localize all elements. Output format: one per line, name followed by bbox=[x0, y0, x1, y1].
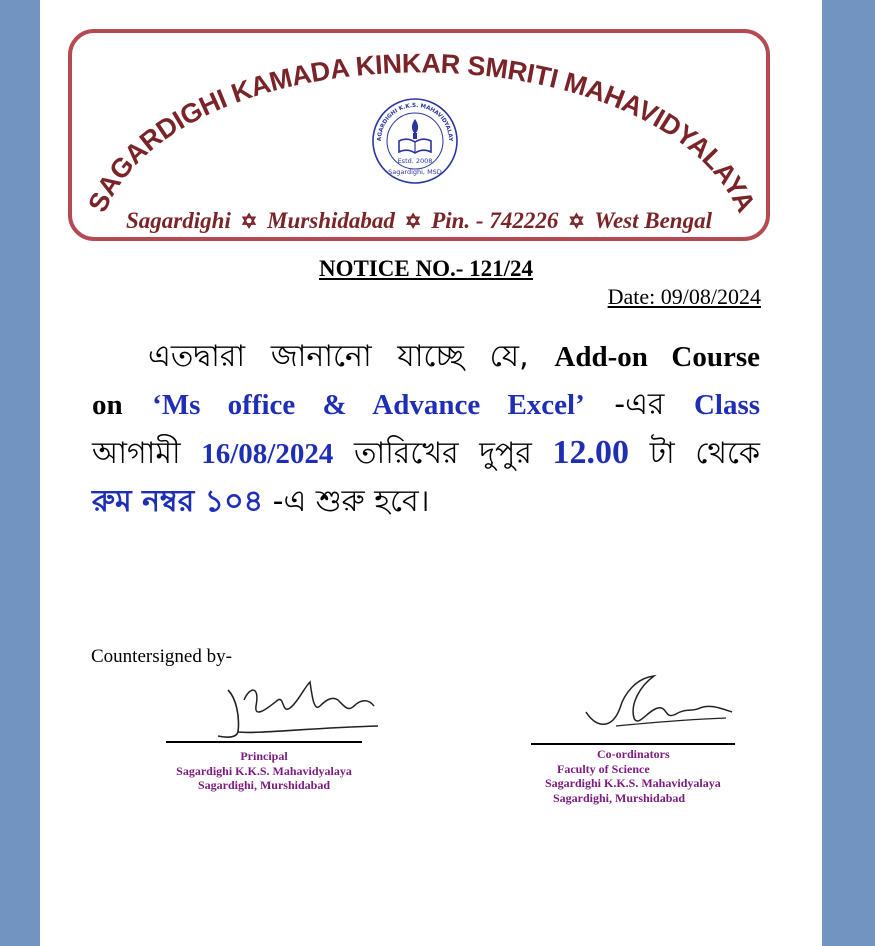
class-date: 16/08/2024 bbox=[201, 438, 334, 470]
address-state: West Bengal bbox=[594, 208, 712, 233]
college-seal bbox=[369, 97, 461, 185]
coordinator-signature-line bbox=[531, 743, 735, 745]
notice-page bbox=[40, 0, 822, 946]
coordinator-block bbox=[545, 747, 721, 805]
coordinator-title: Co-ordinators bbox=[597, 747, 670, 761]
svg-text:SAGARDIGHI K.K.S. MAHAVIDYALAY bbox=[369, 97, 453, 143]
address-pin: Pin. - 742226 bbox=[431, 208, 559, 233]
course-name: ‘Ms office & Advance Excel’ bbox=[152, 389, 585, 421]
principal-block bbox=[166, 749, 362, 793]
body-er-bn: -এর bbox=[614, 387, 665, 422]
principal-college: Sagardighi K.K.S. Mahavidyalaya bbox=[176, 763, 352, 778]
principal-signature-icon bbox=[198, 676, 388, 742]
college-name: SAGARDIGHI KAMADA KINKAR SMRITI MAHAVIDYALAYA bbox=[82, 48, 762, 217]
seal-ring-text: AGARDIGHI K.K.S. MAHAVIDYALAY bbox=[376, 102, 454, 142]
college-address bbox=[70, 208, 768, 234]
principal-location: Sagardighi, Murshidabad bbox=[197, 778, 331, 792]
seal-estd: Estd. 2008 bbox=[397, 157, 433, 165]
body-line-3 bbox=[92, 429, 760, 478]
notice-body bbox=[92, 333, 760, 526]
body-tarikh-bn: তারিখের দুপুর bbox=[354, 436, 532, 471]
body-line-2 bbox=[92, 381, 760, 429]
room-number: রুম নম্বর ১০৪ bbox=[92, 484, 264, 519]
body-start-bn: -এ শুরু হবে। bbox=[272, 484, 430, 519]
body-agami-bn: আগামী bbox=[92, 436, 181, 471]
body-line-4 bbox=[92, 478, 760, 526]
principal-title: Principal bbox=[240, 749, 288, 763]
countersigned-label: Countersigned by- bbox=[91, 646, 232, 667]
notice-date: Date: 09/08/2024 bbox=[607, 284, 761, 309]
body-intro-bn: এতদ্বারা জানানো যাচ্ছে যে, bbox=[148, 339, 529, 374]
body-class: Class bbox=[693, 389, 761, 421]
body-line-1 bbox=[92, 333, 760, 381]
star-of-david-icon: ✡ bbox=[568, 211, 585, 233]
coordinator-location: Sagardighi, Murshidabad bbox=[553, 790, 686, 805]
address-place: Sagardighi bbox=[126, 208, 231, 233]
principal-signature-line bbox=[166, 741, 362, 743]
body-on: on bbox=[92, 389, 123, 421]
seal-place: Sagardighi, MSD bbox=[388, 168, 442, 176]
course-type: Add-on Course bbox=[554, 341, 760, 373]
notice-number: NOTICE NO.- 121/24 bbox=[318, 256, 534, 281]
coordinator-faculty: Faculty of Science bbox=[557, 761, 650, 776]
body-theke-bn: টা থেকে bbox=[649, 436, 760, 471]
star-of-david-icon: ✡ bbox=[240, 211, 258, 233]
star-of-david-icon: ✡ bbox=[404, 211, 422, 233]
class-time: 12.00 bbox=[552, 434, 629, 471]
coordinator-signature-icon bbox=[576, 668, 746, 738]
coordinator-college: Sagardighi K.K.S. Mahavidyalaya bbox=[545, 776, 721, 790]
address-district: Murshidabad bbox=[267, 208, 395, 233]
